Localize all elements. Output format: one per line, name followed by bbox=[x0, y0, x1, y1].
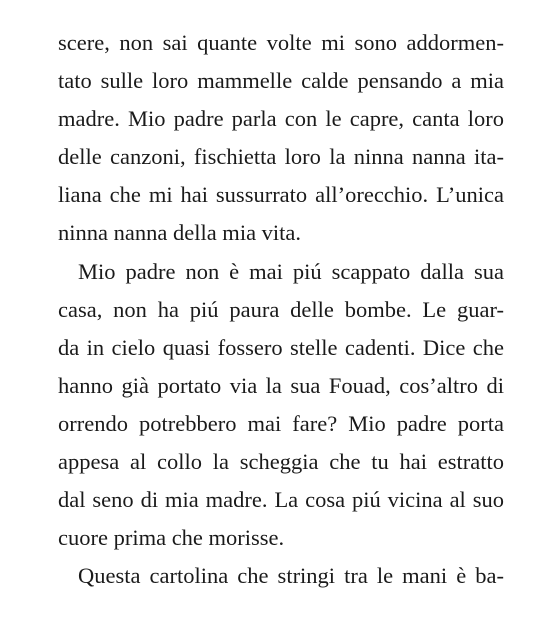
paragraph-1 bbox=[58, 24, 504, 253]
text-line: da in cielo quasi fossero stelle cadenti. Dice che bbox=[58, 334, 504, 360]
text-line: tato sulle loro mammelle calde pensando a mia bbox=[58, 68, 504, 94]
text-line: cuore prima che morisse. bbox=[58, 525, 285, 551]
text-line: casa, non ha piú paura delle bombe. Le guar- bbox=[58, 296, 504, 322]
book-page bbox=[58, 24, 504, 595]
text-line: delle canzoni, fischietta loro la ninna nanna ita- bbox=[58, 144, 504, 170]
text-line: scere, non sai quante volte mi sono addormen- bbox=[58, 30, 504, 55]
text-line: ninna nanna della mia vita. bbox=[58, 220, 302, 246]
text-line: liana che mi hai sussurrato all’orecchio. L’unica bbox=[58, 182, 504, 208]
paragraph-2 bbox=[58, 253, 504, 558]
text-line: Questa cartolina che stringi tra le mani è ba- bbox=[78, 563, 504, 589]
text-line: hanno già portato via la sua Fouad, cos’altro di bbox=[58, 372, 504, 398]
text-line: appesa al collo la scheggia che tu hai estratto bbox=[58, 449, 504, 475]
text-line: Mio padre non è mai piú scappato dalla sua bbox=[78, 258, 504, 284]
text-line: orrendo potrebbero mai fare? Mio padre porta bbox=[58, 410, 504, 436]
text-line: dal seno di mia madre. La cosa piú vicina al suo bbox=[58, 487, 504, 513]
text-line: madre. Mio padre parla con le capre, canta loro bbox=[58, 106, 504, 132]
paragraph-3 bbox=[58, 557, 504, 595]
